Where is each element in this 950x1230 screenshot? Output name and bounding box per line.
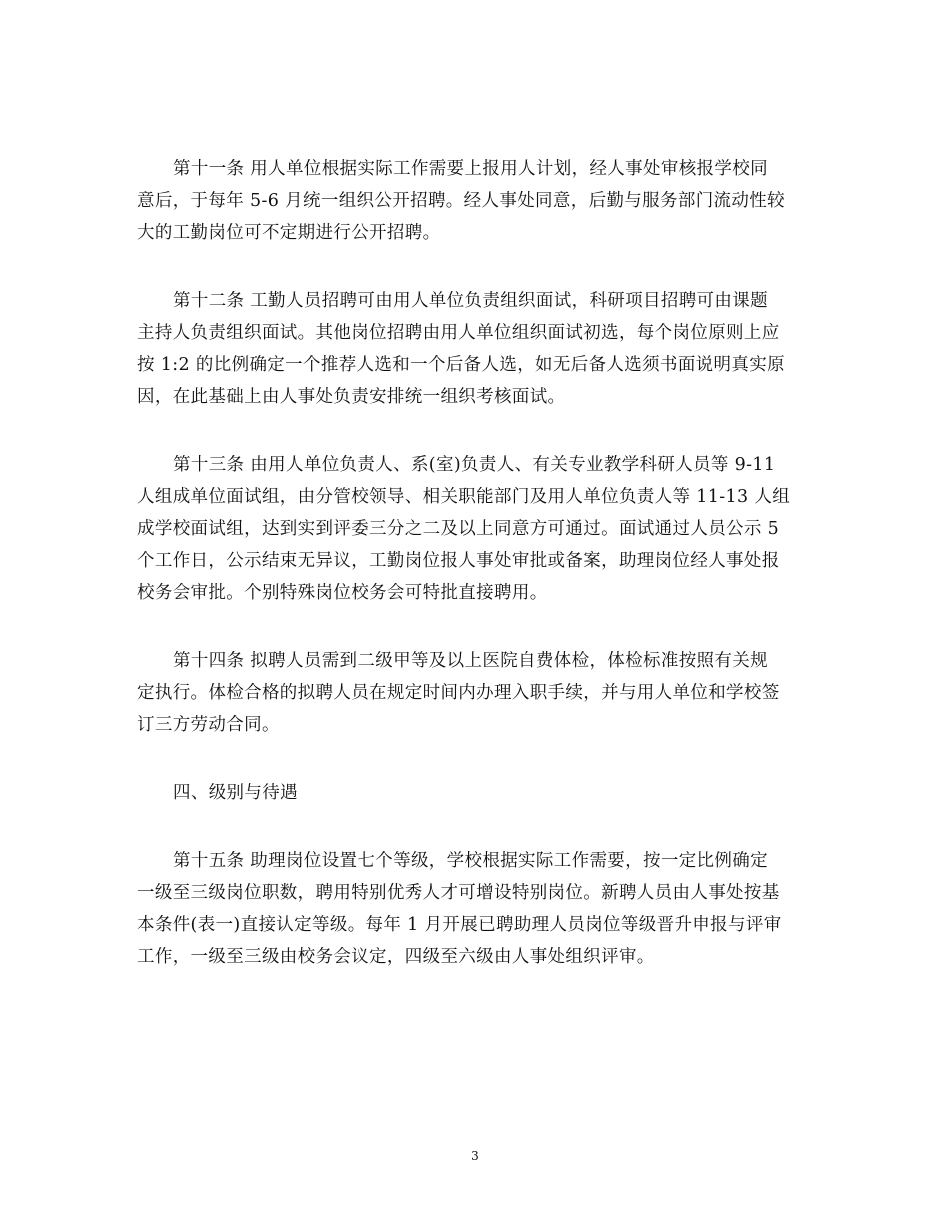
page-number: 3 (471, 1149, 479, 1163)
text-line: 定执行。体检合格的拟聘人员在规定时间内办理入职手续，并与用人单位和学校签 (137, 683, 780, 703)
text-line: 人组成单位面试组，由分管校领导、相关职能部门及用人单位负责人等 11-13 人组 (137, 487, 791, 507)
text-line: 成学校面试组，达到实到评委三分之二及以上同意方可通过。面试通过人员公示 5 (137, 519, 780, 539)
text-line: 主持人负责组织面试。其他岗位招聘由用人单位组织面试初选，每个岗位原则上应 (137, 323, 780, 343)
document-body (137, 153, 827, 973)
paragraph-gap (137, 249, 827, 285)
article-13-paragraph (137, 449, 827, 609)
article-14-paragraph (137, 645, 827, 741)
text-line: 第十四条 拟聘人员需到二级甲等及以上医院自费体检，体检标准按照有关规 (173, 651, 768, 671)
text-line: 因，在此基础上由人事处负责安排统一组织考核面试。 (137, 387, 566, 407)
text-line: 意后，于每年 5-6 月统一组织公开招聘。经人事处同意，后勤与服务部门流动性较 (137, 191, 785, 211)
text-line: 第十五条 助理岗位设置七个等级，学校根据实际工作需要，按一定比例确定 (173, 851, 768, 871)
text-line: 校务会审批。个别特殊岗位校务会可特批直接聘用。 (137, 583, 548, 603)
text-line: 订三方劳动合同。 (137, 715, 280, 735)
text-line: 一级至三级岗位职数，聘用特别优秀人才可增设特别岗位。新聘人员由人事处按基 (137, 883, 780, 903)
article-11-paragraph (137, 153, 827, 249)
text-line: 第十二条 工勤人员招聘可由用人单位负责组织面试，科研项目招聘可由课题 (173, 291, 768, 311)
text-line: 工作，一级至三级由校务会议定，四级至六级由人事处组织评审。 (137, 947, 655, 967)
text-line: 本条件(表一)直接认定等级。每年 1 月开展已聘助理人员岗位等级晋升申报与评审 (137, 915, 782, 935)
paragraph-gap (137, 809, 827, 845)
text-line: 个工作日，公示结束无异议，工勤岗位报人事处审批或备案，助理岗位经人事处报 (137, 551, 780, 571)
text-line: 大的工勤岗位可不定期进行公开招聘。 (137, 223, 441, 243)
paragraph-gap (137, 741, 827, 777)
text-line: 第十一条 用人单位根据实际工作需要上报用人计划，经人事处审核报学校同 (173, 159, 768, 179)
paragraph-gap (137, 413, 827, 449)
text-line: 按 1:2 的比例确定一个推荐人选和一个后备人选，如无后备人选须书面说明真实原 (137, 355, 785, 375)
paragraph-gap (137, 609, 827, 645)
article-15-paragraph (137, 845, 827, 973)
article-12-paragraph (137, 285, 827, 413)
text-line: 第十三条 由用人单位负责人、系(室)负责人、有关专业教学科研人员等 9-11 (173, 455, 776, 475)
section-heading: 四、级别与待遇 (173, 783, 298, 803)
